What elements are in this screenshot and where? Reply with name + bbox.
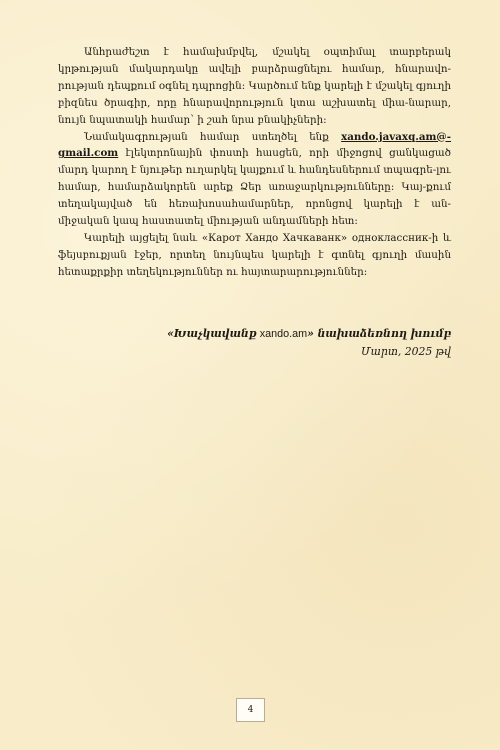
signature-group [167,325,451,343]
signature-group-end: » նախաձեռնող խումբ [307,327,451,340]
signature-brand: xando.am [256,328,308,340]
paragraph-3: Կարելի այցելել նաև «Карот Хандо Хачкаванк» одноклассник-ի և ֆեյսբուքյան էջեր, որտեղ նույնպես կարելի է գտնել գյուղի մասին հետաքրքիր տեղեկություններ ու հայտարարություններ: [58,231,451,278]
document-body [58,44,451,281]
signature-group-start: «Խաչկավանք [167,327,257,340]
signature-block [167,325,451,360]
paragraph-2-intro: Նամակագրության համար ստեղծել ենք [84,130,342,143]
paragraph-2-rest: էլեկտրոնային փոստի հասցեն, որի միջոցով ցանկացած մարդ կարող է նյութեր ուղարկել կայքում և հանդեսներում տպագրե-լու համար, համարձակորեն արեք Ձեր առաջարկությունները: Կայ-քում տեղակայված են հեռախոսահամարներ, որոնցով կարելի է ան-միջական կապ հաստատել միության անդամների հետ: [58,147,451,228]
paragraph-2 [58,129,451,230]
email-link[interactable]: xando.javaxq.am@-gmail.com [58,130,451,160]
signature-date: Մարտ, 2025 թվ [360,345,451,358]
page-number: 4 [236,698,265,722]
paragraph-1: Անհրաժեշտ է համախմբվել, մշակել օպտիմալ տարբերակ կրթության մակարդակը ավելի բարձրացնելու համար, հնարավո-րության դեպքում օգնել դպրոցին: Կարծում ենք կարելի է մշակել գյուղի բիզնես ծրագիր, որը հնարավորություն կտա աշխատել միա-նարար, նույն նպատակի համար՝ ի շահ նրա բնակիչների: [58,46,451,126]
